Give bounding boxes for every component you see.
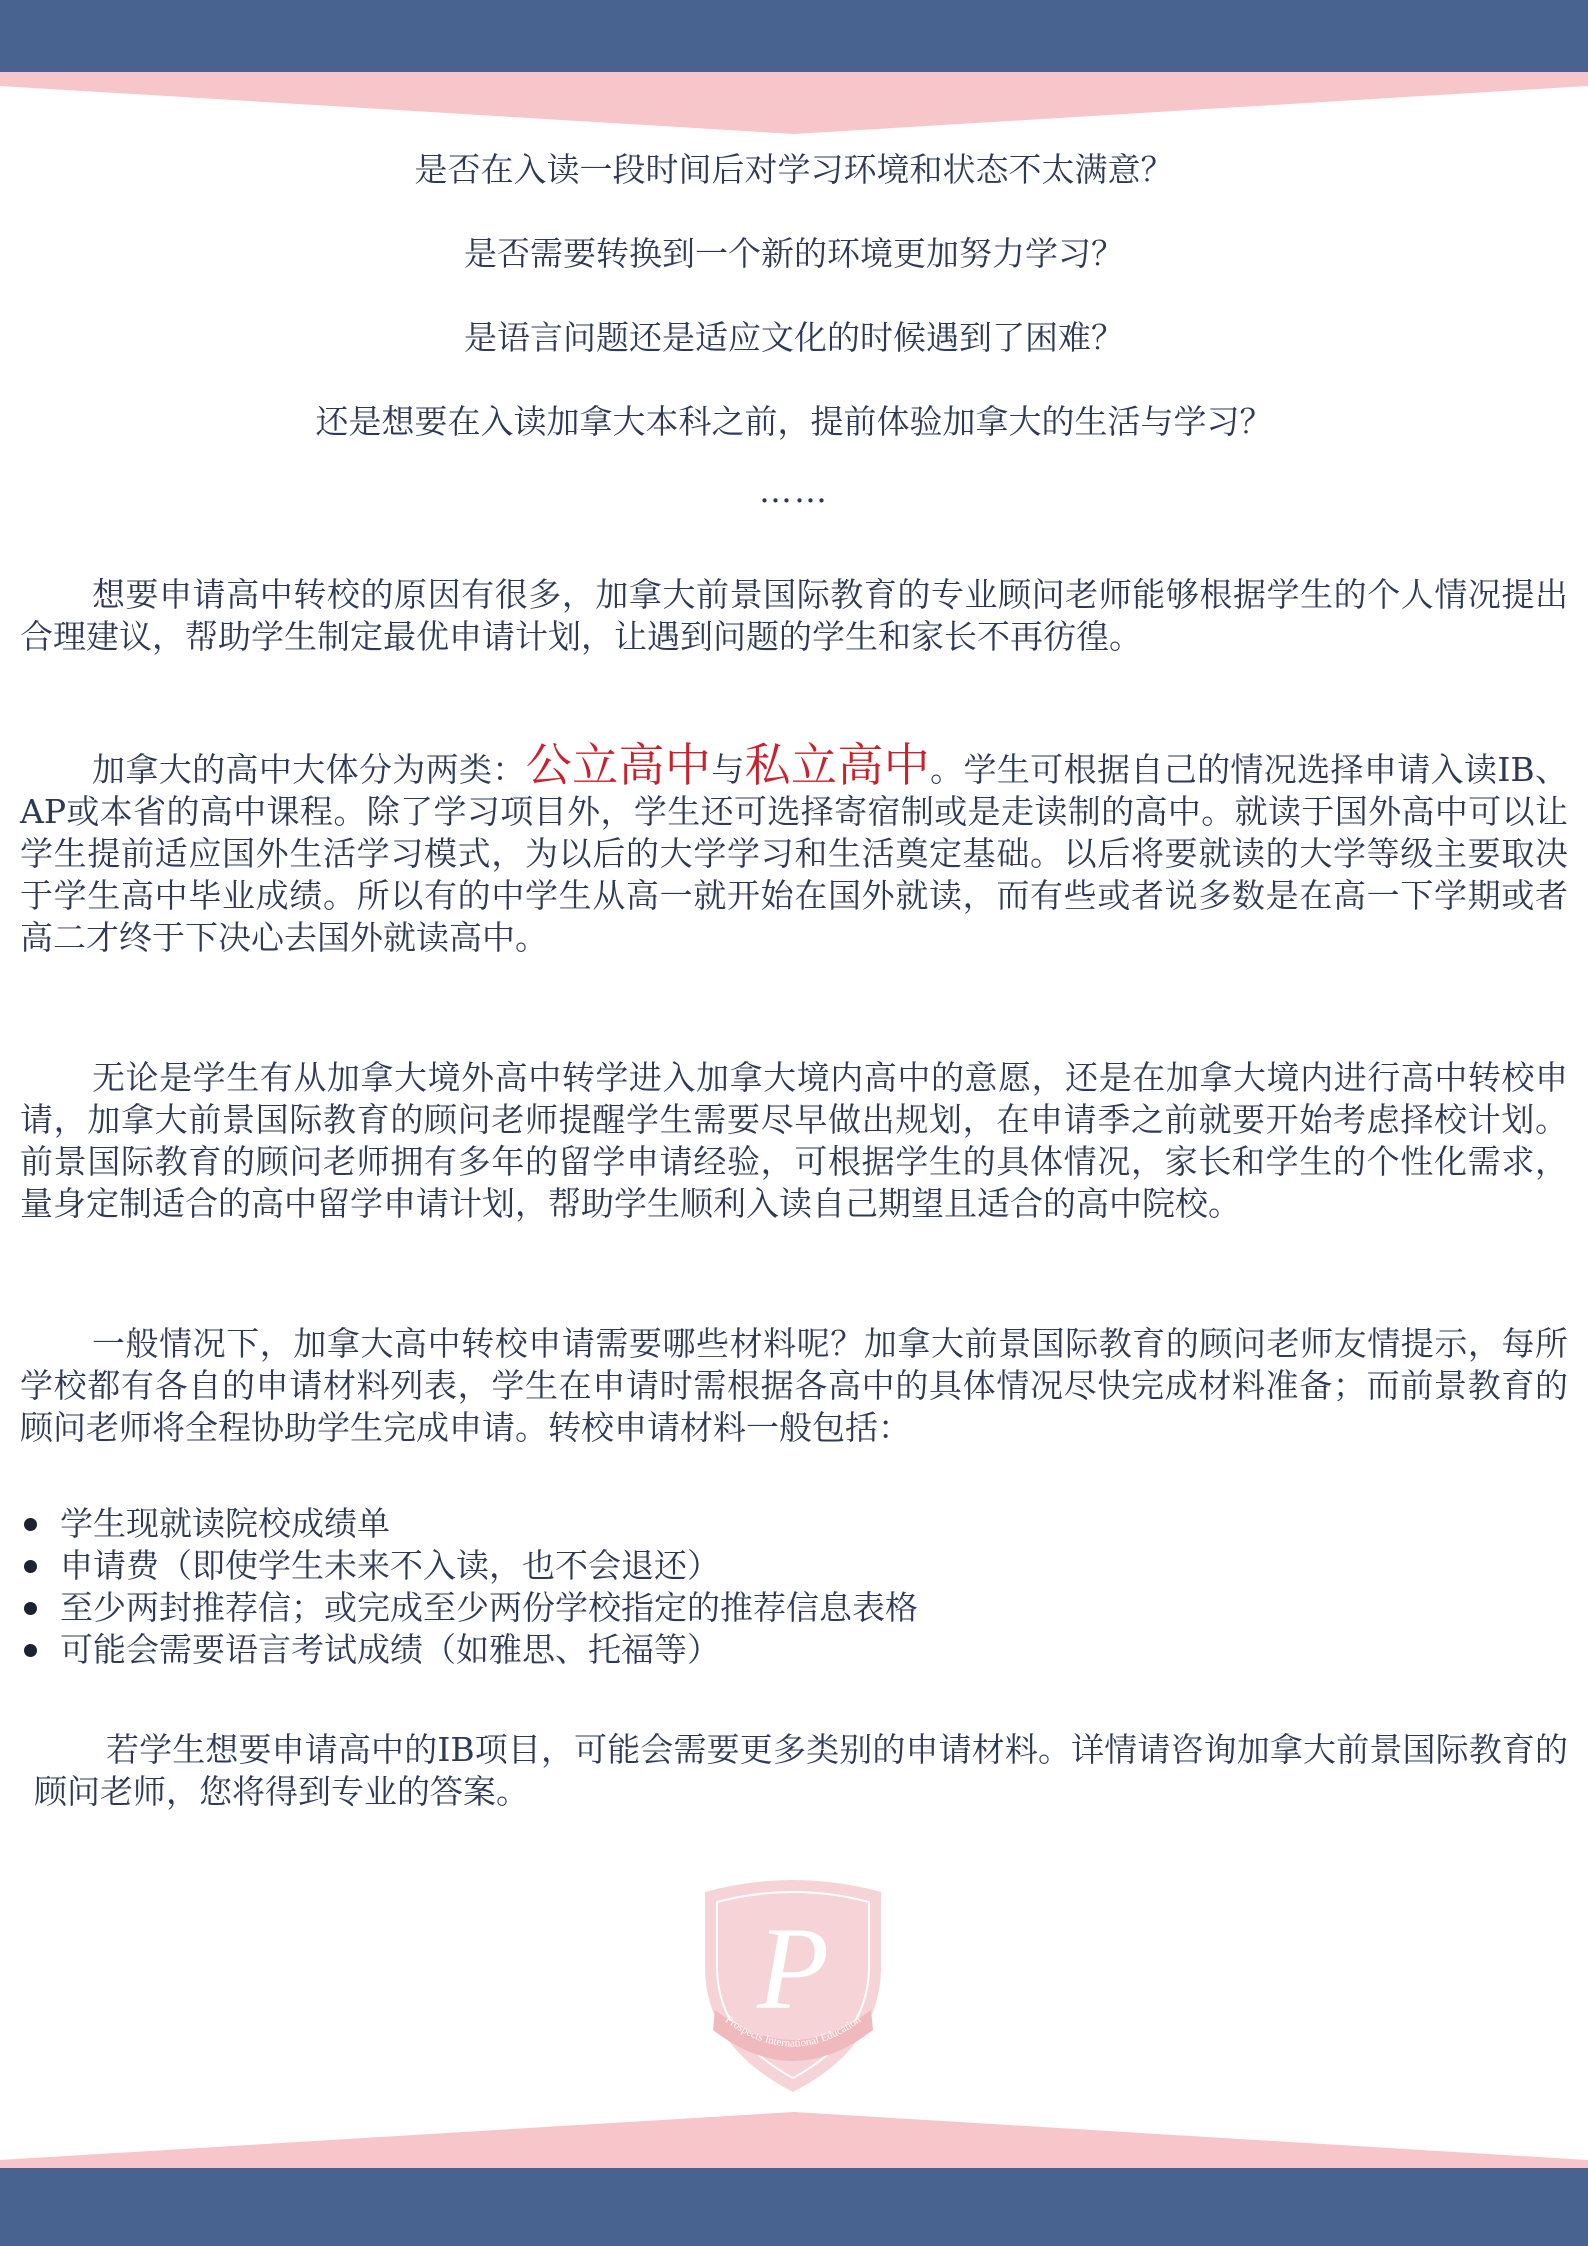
- paragraph-conjunction: 与: [711, 750, 745, 789]
- materials-list: [20, 1503, 1568, 1671]
- shield-logo-watermark: [693, 1870, 893, 2095]
- list-item: [20, 1545, 1568, 1587]
- bullet-icon: [24, 1644, 37, 1657]
- bullet-icon: [24, 1560, 37, 1573]
- list-item: [20, 1503, 1568, 1545]
- logo-ribbon-text: Prospects International Education: [723, 2013, 863, 2050]
- question-line: 还是想要在入读加拿大本科之前，提前体验加拿大的生活与学习？: [315, 402, 1273, 441]
- highlight-public-high-school: 公立高中: [525, 738, 712, 792]
- list-item-text: 申请费（即使学生未来不入读，也不会退还）: [60, 1546, 720, 1585]
- ellipsis: ……: [759, 471, 829, 510]
- paragraph-planning: 无论是学生有从加拿大境外高中转学进入加拿大境内高中的意愿，还是在加拿大境内进行高中转校申请，加拿大前景国际教育的顾问老师提醒学生需要尽早做出规划，在申请季之前就要开始考虑择校计划。前景国际教育的顾问老师拥有多年的留学申请经验，可根据学生的具体情况，家长和学生的个性化需求，量身定制适合的高中留学申请计划，帮助学生顺利入读自己期望且适合的高中院校。: [20, 1058, 1568, 1223]
- paragraph-school-types: [20, 738, 1569, 959]
- paragraph-reasons: 想要申请高中转校的原因有很多，加拿大前景国际教育的专业顾问老师能够根据学生的个人情况提出合理建议，帮助学生制定最优申请计划，让遇到问题的学生和家长不再彷徨。: [20, 575, 1568, 656]
- bullet-icon: [24, 1602, 37, 1615]
- footer-band: [0, 2168, 1588, 2246]
- header-band: [0, 0, 1588, 75]
- paragraph-ib-note: 若学生想要申请高中的IB项目，可能会需要更多类别的申请材料。详情请咨询加拿大前景国际教育的顾问老师，您将得到专业的答案。: [34, 1730, 1568, 1811]
- list-item: [20, 1587, 1568, 1629]
- paragraph-materials-intro: 一般情况下，加拿大高中转校申请需要哪些材料呢？加拿大前景国际教育的顾问老师友情提示，每所学校都有各自的申请材料列表，学生在申请时需根据各高中的具体情况尽快完成材料准备；而前景教育的顾问老师将全程协助学生完成申请。转校申请材料一般包括：: [20, 1324, 1568, 1447]
- paragraph-rest: 。学生可根据自己的情况选择申请入读IB、AP或本省的高中课程。除了学习项目外，学生还可选择寄宿制或是走读制的高中。就读于国外高中可以让学生提前适应国外生活学习模式，为以后的大学学习和生活奠定基础。以后将要就读的大学等级主要取决于学生高中毕业成绩。所以有的中学生从高一就开始在国外就读，而有些或者说多数是在高一下学期或者高二才终于下决心去国外就读高中。: [20, 750, 1569, 957]
- logo-letter: P: [756, 1903, 830, 2034]
- list-item-text: 至少两封推荐信；或完成至少两份学校指定的推荐信息表格: [60, 1588, 918, 1627]
- paragraph-lead: 加拿大的高中大体分为两类：: [92, 750, 526, 789]
- list-item-text: 可能会需要语言考试成绩（如雅思、托福等）: [60, 1630, 720, 1669]
- question-line: 是否需要转换到一个新的环境更加努力学习？: [464, 234, 1124, 273]
- bullet-icon: [24, 1518, 37, 1531]
- list-item: [20, 1629, 1568, 1671]
- question-line: 是语言问题还是适应文化的时候遇到了困难？: [464, 318, 1124, 357]
- document-body: [20, 140, 1568, 1813]
- footer-chevron-decoration: [0, 2112, 1588, 2174]
- header-chevron-decoration: [0, 72, 1588, 134]
- list-item-text: 学生现就读院校成绩单: [60, 1504, 390, 1543]
- highlight-private-high-school: 私立高中: [744, 738, 931, 792]
- question-line: 是否在入读一段时间后对学习环境和状态不太满意？: [414, 150, 1174, 189]
